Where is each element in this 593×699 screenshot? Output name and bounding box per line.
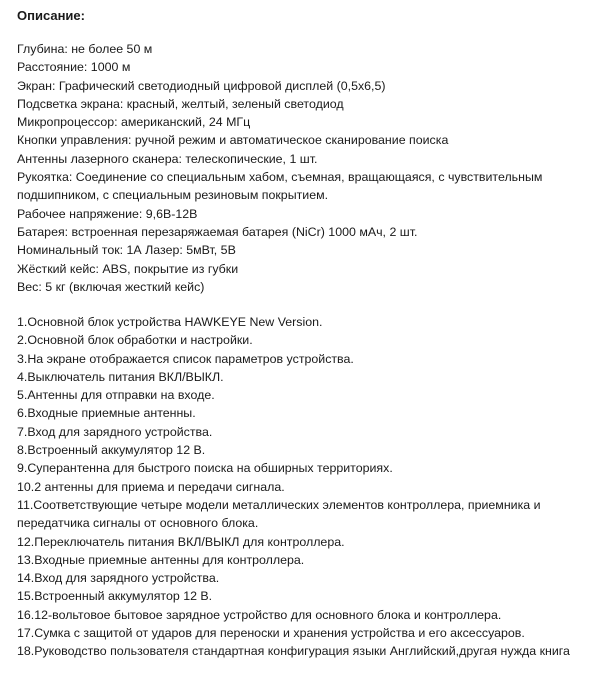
description-document: [17, 0, 593, 699]
list-item: 1.Основной блок устройства HAWKEYE New Version.: [17, 315, 323, 329]
list-item: 11.Соответствующие четыре модели металлических элементов контроллера, приемника и передатчика сигналы от основного блока.: [17, 497, 541, 531]
list-item: 5.Антенны для отправки на входе.: [17, 388, 215, 403]
list-item: 17.Сумка с защитой от ударов для переноски и хранения устройства и его аксессуаров.: [17, 626, 525, 641]
list-item: 3.На экране отображается список параметров устройства.: [17, 351, 354, 366]
spec-battery: Батарея: встроенная перезаряжаемая батарея (NiCr) 1000 мАч, 2 шт.: [17, 224, 418, 239]
spec-control-buttons: Кнопки управления: ручной режим и автоматическое сканирование поиска: [17, 133, 449, 148]
spec-voltage: Рабочее напряжение: 9,6В-12В: [17, 206, 198, 221]
spec-microprocessor: Микропроцессор: американский, 24 МГц: [17, 115, 251, 130]
spec-weight: Вес: 5 кг (включая жесткий кейс): [17, 279, 205, 294]
list-item: 18.Руководство пользователя стандартная конфигурация языки Английский,другая нужда книга: [17, 644, 570, 659]
list-item: 2.Основной блок обработки и настройки.: [17, 333, 253, 348]
list-item: 9.Суперантенна для быстрого поиска на обширных территориях.: [17, 461, 393, 476]
spec-case: Жёсткий кейс: ABS, покрытие из губки: [17, 261, 239, 276]
specifications-list: [17, 40, 557, 296]
list-item: 6.Входные приемные антенны.: [17, 406, 196, 421]
spec-backlight: Подсветка экрана: красный, желтый, зеленый светодиод: [17, 96, 344, 111]
spec-antennas: Антенны лазерного сканера: телескопические, 1 шт.: [17, 151, 318, 166]
list-item: 10.2 антенны для приема и передачи сигнала.: [17, 479, 285, 494]
list-item: 8.Встроенный аккумулятор 12 В.: [17, 443, 206, 458]
package-contents-list: [17, 313, 593, 661]
spec-handle: Рукоятка: Соединение со специальным хабом, съемная, вращающаяся, с чувствительным подшипником, с специальным резиновым покрытием.: [17, 170, 543, 203]
list-item: 7.Вход для зарядного устройства.: [17, 424, 213, 439]
spec-distance: Расстояние: 1000 м: [17, 60, 131, 75]
spec-depth: Глубина: не более 50 м: [17, 42, 153, 56]
list-item: 13.Входные приемные антенны для контроллера.: [17, 552, 305, 567]
spec-current: Номинальный ток: 1А Лазер: 5мВт, 5В: [17, 243, 236, 258]
list-item: 14.Вход для зарядного устройства.: [17, 571, 220, 586]
list-item: 15.Встроенный аккумулятор 12 В.: [17, 589, 213, 604]
description-heading: Описание:: [17, 8, 85, 23]
list-item: 12.Переключатель питания ВКЛ/ВЫКЛ для контроллера.: [17, 534, 345, 549]
list-item: 4.Выключатель питания ВКЛ/ВЫКЛ.: [17, 369, 224, 384]
list-item: 16.12-вольтовое бытовое зарядное устройство для основного блока и контроллера.: [17, 607, 502, 622]
spec-screen: Экран: Графический светодиодный цифровой дисплей (0,5x6,5): [17, 78, 386, 93]
